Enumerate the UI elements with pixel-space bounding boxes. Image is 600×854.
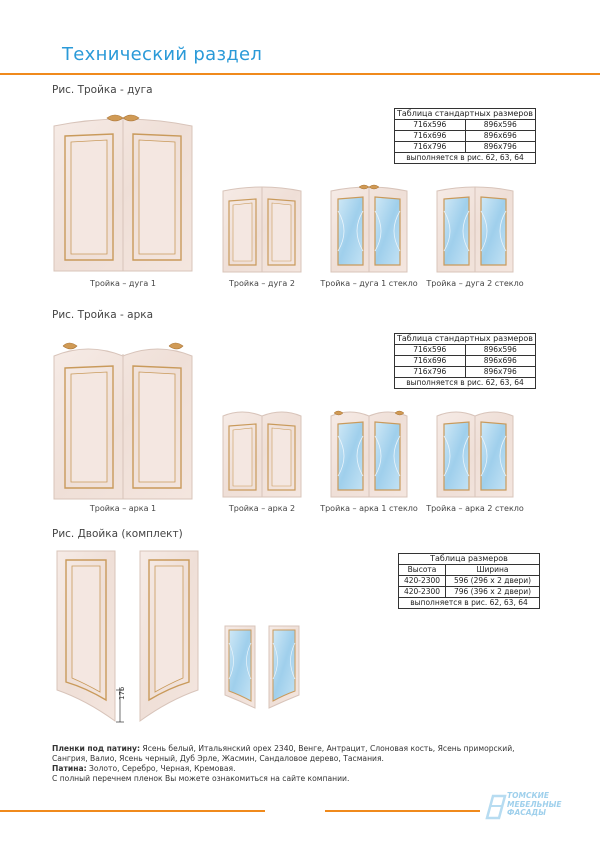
logo-mark-icon (483, 792, 507, 820)
header-rule (0, 73, 600, 75)
section-title-dvoika: Рис. Двойка (комплект) (52, 528, 183, 540)
table-header: Таблица размеров (399, 554, 540, 565)
table-row: 716x596 896x596 (395, 345, 536, 356)
footer-rule-left (0, 810, 265, 812)
table-row: 420-2300 596 (296 x 2 двери) (399, 576, 540, 587)
door-dvoika-left-glass (224, 625, 256, 709)
table-row: 420-2300 796 (396 x 2 двери) (399, 587, 540, 598)
door-troika-duga-2 (222, 181, 302, 273)
full-list-note: С полный перечнем пленок Вы можете ознакомиться на сайте компании. (52, 774, 350, 783)
table-row: 716x596 896x596 (395, 120, 536, 131)
door-troika-duga-1-glass (330, 181, 408, 273)
caption-duga-1-glass: Тройка – дуга 1 стекло (320, 279, 418, 288)
logo-text: ТОМСКИЕ МЕБЕЛЬНЫЕ ФАСАДЫ (507, 791, 562, 817)
door-troika-arka-1 (53, 332, 193, 500)
size-table-arka (394, 333, 536, 389)
caption-arka-2-glass: Тройка – арка 2 стекло (426, 504, 524, 513)
table-row: 716x796 896x796 (395, 142, 536, 153)
door-troika-duga-2-glass (436, 181, 514, 273)
patina-line (52, 764, 552, 774)
dimension-label: 176 (118, 686, 126, 700)
caption-arka-2: Тройка – арка 2 (228, 504, 296, 513)
table-note: выполняется в рис. 62, 63, 64 (395, 153, 536, 164)
page-title: Технический раздел (62, 44, 263, 65)
caption-duga-2: Тройка – дуга 2 (229, 279, 295, 288)
films-text: Ясень белый, Итальянский орех 2340, Венге, Антрацит, Слоновая кость, Ясень приморский, Сангрия, Валио, Ясень черный, Дуб Эрле, Жасмин, Сандаловое дерево, Тасмания. (52, 744, 515, 763)
size-table-dvoika (398, 553, 540, 609)
table-row: 716x696 896x696 (395, 356, 536, 367)
patina-label: Патина: (52, 764, 87, 773)
table-note: выполняется в рис. 62, 63, 64 (399, 598, 540, 609)
door-dvoika-right (139, 550, 199, 722)
table-row: 716x696 896x696 (395, 131, 536, 142)
footer-rule-right (325, 810, 480, 812)
table-row: 716x796 896x796 (395, 367, 536, 378)
table-header: Таблица стандартных размеров (395, 109, 536, 120)
films-line (52, 744, 552, 764)
caption-arka-1: Тройка – арка 1 (89, 504, 157, 513)
table-header: Таблица стандартных размеров (395, 334, 536, 345)
door-troika-arka-2 (222, 406, 302, 498)
door-dvoika-right-glass (268, 625, 300, 709)
section-title-troika-duga: Рис. Тройка - дуга (52, 84, 153, 96)
door-troika-arka-1-glass (330, 406, 408, 498)
size-table-duga (394, 108, 536, 164)
table-head-row: Высота Ширина (399, 565, 540, 576)
table-note: выполняется в рис. 62, 63, 64 (395, 378, 536, 389)
section-title-troika-arka: Рис. Тройка - арка (52, 309, 154, 321)
company-logo (483, 790, 573, 824)
caption-duga-2-glass: Тройка – дуга 2 стекло (426, 279, 524, 288)
door-dvoika-left (56, 550, 116, 722)
caption-duga-1: Тройка – дуга 1 (90, 279, 156, 288)
film-notes (52, 744, 552, 784)
caption-arka-1-glass: Тройка – арка 1 стекло (320, 504, 418, 513)
door-troika-duga-1 (53, 104, 193, 272)
films-label: Пленки под патину: (52, 744, 140, 753)
door-troika-arka-2-glass (436, 406, 514, 498)
patina-text: Золото, Серебро, Черная, Кремовая. (89, 764, 236, 773)
